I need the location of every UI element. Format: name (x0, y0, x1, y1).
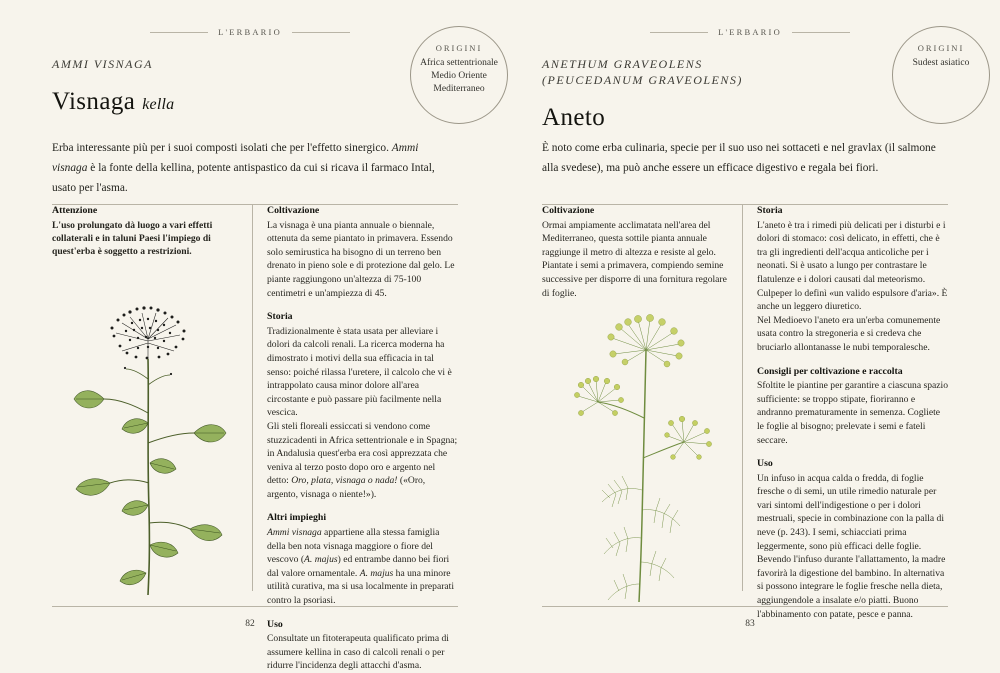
running-head-label: L'ERBARIO (718, 27, 782, 38)
rule (150, 32, 208, 33)
page-title (52, 88, 340, 116)
origins-line: Medio Oriente (431, 71, 487, 81)
page-header-right (542, 56, 850, 132)
visnaga-plant-illustration (52, 273, 238, 608)
page-right (500, 0, 1000, 651)
column-right-inner (542, 204, 742, 591)
origins-title: ORIGINI (917, 43, 965, 53)
section-body: Un infuso in acqua calda o fredda, di foglie fresche o di semi, un utile rimedio naturale per vari sintomi dell'indigestione o per i dolori mestruali, specie in combinazione con la palla di neve (p. 243). I semi, schiacciati prima leggermente, sono più efficaci delle foglie. Bevendo l'infuso durante l'allattamento, la madre favorirà la digestione del bambino. In alternativa si possono integrare le foglie fresche nella dieta, aggiungendole a insalate e/o piatti. Buono l'abbinamento con patate, pesce e panna. (757, 472, 946, 620)
origins-line: Africa settentrionale (420, 58, 498, 68)
section-body: Sfoltite le piantine per garantire a ciascuna spazio sufficiente: se troppo stipate, fioriranno e andranno prematuramente in semenza. Cogliete le foglie al bisogno; prelevate i semi e fateli seccare. (757, 380, 948, 446)
common-name: kella (142, 96, 175, 113)
latin-name: ANETHUM GRAVEOLENS (542, 57, 703, 71)
origins-title: ORIGINI (435, 43, 483, 53)
rule (292, 32, 350, 33)
warning-text: L'uso prolungato dà luogo a vari effetti collaterali e in taluni Paesi l'impiego di quest'erba è soggetto a restrizioni. (52, 219, 213, 258)
section-heading: Consigli per coltivazione e raccolta (757, 365, 903, 377)
origins-badge-left (410, 26, 508, 124)
running-head-label: L'ERBARIO (218, 27, 282, 38)
section-body: L'aneto è tra i rimedi più delicati per i disturbi e i dolori di stomaco: così delicato, in effetti, che è tra gli ingredienti dell'acqua anticoliche per i neonati. Si è usato a lungo per contrastare le flatulenze e i dolori causati dal meteorismo. Culpeper lo definì «un valido espulsore d'aria». È anche un leggero diuretico. Nel Medioevo l'aneto era un'erba comunemente usata contro la stregoneria e si credeva che bruciarlo allontanasse le nubi temporalesche. (757, 219, 948, 353)
section-heading: Uso (757, 458, 773, 470)
page-title-text: Aneto (542, 104, 606, 131)
section-heading: Storia (757, 205, 783, 216)
section-heading: Uso (267, 618, 283, 630)
dill-plant-illustration (542, 310, 728, 615)
section-body: Tradizionalmente è stata usata per alleviare i dolori da calcoli renali. La ricerca moderna ha dimostrato i motivi della sua efficacia in tal senso: poiché rilassa l'uretere, il calcolo che vi è intrappolato causa minor dolore all'area circostante e può passare più facilmente nella vescica. Gli steli floreali essiccati si vendono come stuzzicadenti in Africa settentrionale e in Spagna; in Andalusia quest'erba era così apprezzata che veniva al terzo posto dopo oro e argento nel detto: Oro, plata, visnaga o nada! («Oro, argento, visnaga o niente!»). (267, 325, 458, 500)
divider (52, 606, 458, 607)
warning-heading: Attenzione (52, 205, 98, 216)
divider (542, 606, 948, 607)
column-left-inner (52, 204, 252, 591)
section-body: Ormai ampiamente acclimatata nell'area del Mediterraneo, questa sottile pianta annuale raggiunge il metro di altezza e resiste al gelo. Piantate i semi a primavera, compiendo semine successive per disporre di una fornitura regolare di foglie. (542, 219, 727, 299)
section-heading: Coltivazione (542, 205, 595, 216)
origins-line: Sudest asiatico (912, 58, 970, 68)
columns-right (542, 204, 948, 620)
intro-paragraph-right: È noto come erba culinaria, specie per il suo uso nei sottaceti e nel gravlax (il salmone alla svedese), ma può anche essere un efficace digestivo e regala bei fiori. (542, 142, 936, 174)
rule (650, 32, 708, 33)
rule (792, 32, 850, 33)
page-left (0, 0, 500, 672)
warning-box (52, 204, 238, 259)
section-body: La visnaga è una pianta annuale o biennale, ottenuta da seme piantato in primavera. Essendo solo semirustica ha bisogno di un terreno ben drenato in pieno sole e di protezione dal gelo. Le piante raggiungono un'altezza di 75-100 centimetri e un'ampiezza di 45. (267, 219, 455, 299)
origins-line: Mediterraneo (433, 84, 485, 94)
page-title (542, 104, 850, 132)
section-heading: Coltivazione (267, 205, 320, 216)
latin-name-alt: (PEUCEDANUM GRAVEOLENS) (542, 73, 743, 87)
page-number-left: 82 (245, 619, 255, 629)
column-right-outer (743, 204, 948, 620)
latin-name: AMMI VISNAGA (52, 57, 153, 71)
section-heading: Altri impieghi (267, 512, 327, 524)
running-head-left (0, 26, 500, 37)
page-title-text: Visnaga (52, 88, 136, 115)
section-heading: Storia (267, 311, 293, 323)
section-body: Consultate un fitoterapeuta qualificato prima di assumere kellina in caso di calcoli renali o per ridurre l'incidenza degli attacchi d'asma. (267, 633, 449, 672)
origins-badge-right (892, 26, 990, 124)
page-header-left (52, 56, 340, 116)
column-left-outer (253, 204, 458, 672)
intro-paragraph-left: Erba interessante più per i suoi composti isolati che per l'effetto sinergico. Ammi visnaga è la fonte della kellina, potente antispastico da cui si ricava il farmaco Intal, usato per l'asma. (52, 142, 435, 194)
section-body: Ammi visnaga appartiene alla stessa famiglia della ben nota visnaga maggiore o fiore del vescovo (A. majus) ed entrambe danno bei fiori dal valore ornamentale. A. majus ha una minore utilità curativa, ma si usa localmente in preparati contro la psoriasi. (267, 527, 455, 607)
page-number-right: 83 (745, 619, 755, 629)
